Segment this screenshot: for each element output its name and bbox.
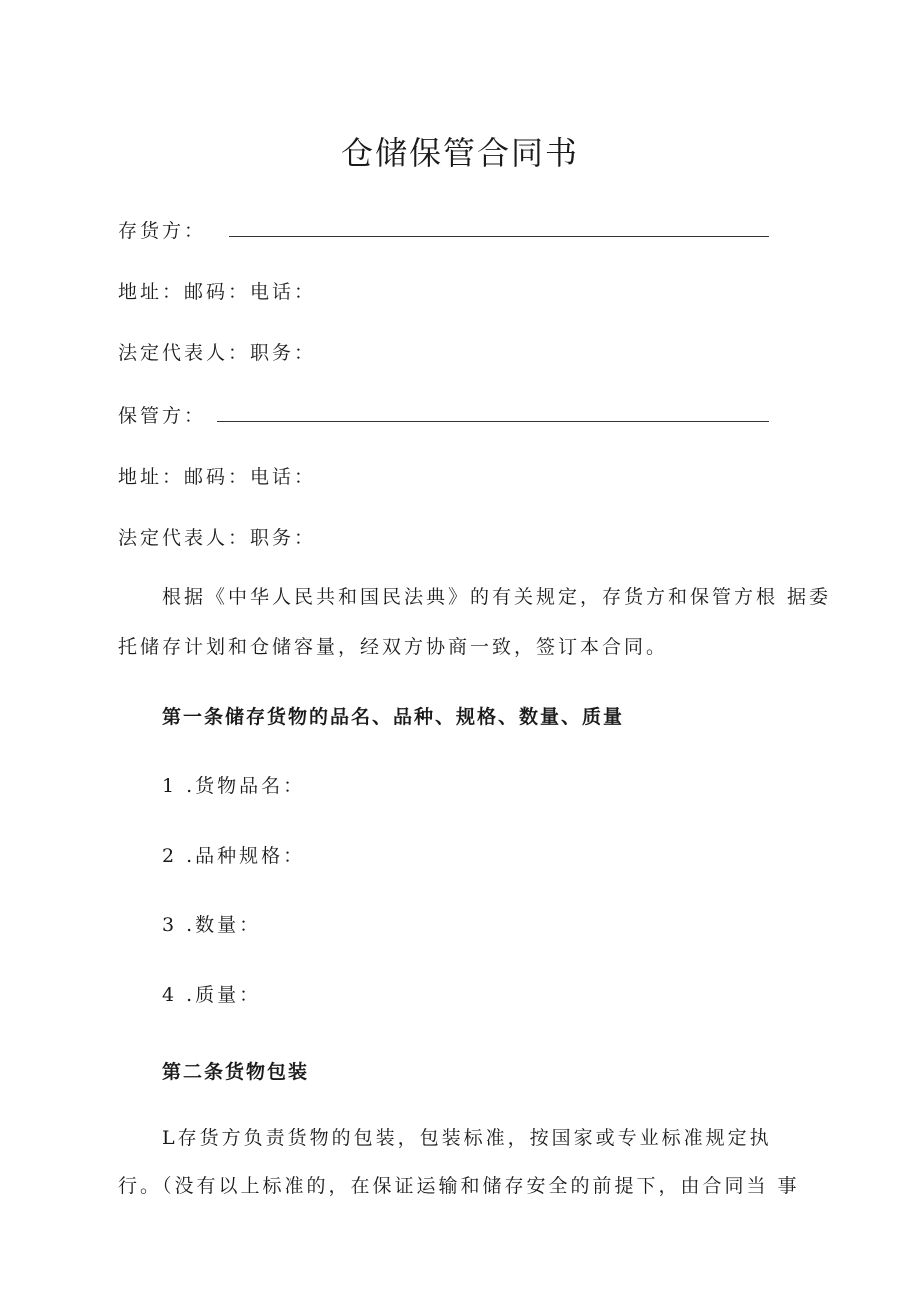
depositor-address-line: 地址：邮码：电话：	[118, 281, 317, 303]
document-title: 仓储保管合同书	[340, 134, 579, 172]
depositor-blank	[229, 218, 769, 237]
keeper-label: 保管方：	[118, 405, 207, 427]
depositor-rep-line: 法定代表人：职务：	[118, 342, 317, 364]
depositor-label: 存货方：	[118, 220, 207, 242]
keeper-blank	[217, 403, 769, 422]
preamble-line-2: 托储存计划和仓储容量，经双方协商一致，签订本合同。	[118, 636, 669, 658]
keeper-address-line: 地址：邮码：电话：	[118, 466, 317, 488]
keeper-rep-line: 法定代表人：职务：	[118, 527, 317, 549]
article2-heading: 第二条货物包装	[162, 1061, 310, 1083]
article2-line-1: L存货方负责货物的包装，包装标准，按国家或专业标准规定执	[162, 1127, 772, 1149]
article1-item-4: 4 .质量：	[162, 984, 262, 1006]
depositor-line	[118, 218, 769, 243]
article1-item-3: 3 .数量：	[162, 914, 262, 936]
preamble-line-1: 根据《中华人民共和国民法典》的有关规定，存货方和保管方根 据委	[162, 586, 832, 608]
keeper-line	[118, 403, 769, 428]
article1-heading: 第一条储存货物的品名、品种、规格、数量、质量	[162, 706, 625, 728]
article1-item-2: 2 .品种规格：	[162, 845, 306, 867]
article2-line-2: 行。（没有以上标准的，在保证运输和储存安全的前提下，由合同当 事	[118, 1175, 800, 1197]
article1-item-1: 1 .货物品名：	[162, 775, 306, 797]
